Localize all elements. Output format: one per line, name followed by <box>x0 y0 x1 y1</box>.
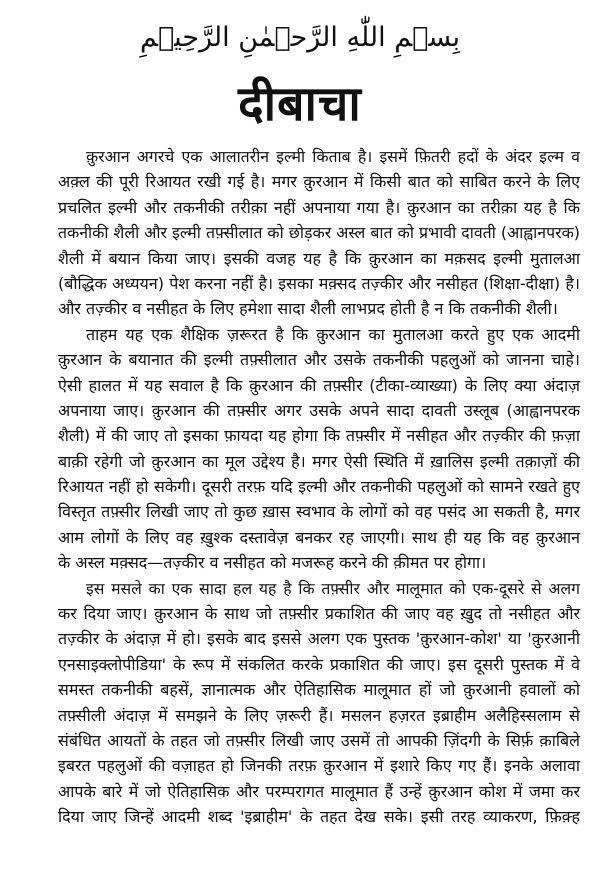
text-line: दिया जाए जिन्हें आदमी शब्द 'इब्राहीम' के तहत देख सके। इसी तरह व्याकरण, फ़िक़्ह <box>58 807 580 827</box>
text-line: कर दिया जाए। क़ुरआन के साथ जो तफ़्सीर प्रकाशित की जाए वह ख़ुद तो नसीहत और <box>58 604 580 624</box>
text-line: एनसाइक्लोपीडिया' के रूप में संकलित करके प्रकाशित की जाए। इस दूसरी पुस्तक में वे <box>58 654 580 674</box>
text-line: ऐसी हालत में यह सवाल है कि क़ुरआन की तफ़्सीर (टीका-व्याख्या) के लिए क्या अंदाज़ <box>58 375 580 395</box>
text-line: बाक़ी रहेगी जो क़ुरआन का मूल उद्देश्य है। मगर ऐसी स्थिति में ख़ालिस इल्मी तक़ाज़ों की <box>58 451 580 471</box>
text-line: विस्तृत तफ़्सीर लिखी जाए तो कुछ ख़ास स्वभाव के लोगों को वह पसंद आ सकती है, मगर <box>58 502 580 522</box>
text-line: अक़्ल की पूरी रिआयत रखी गई है। मगर क़ुरआन में किसी बात को साबित करने के लिए <box>58 172 580 192</box>
body-text <box>30 144 580 830</box>
paragraph-3 <box>30 576 580 830</box>
text-line: रिआयत नहीं हो सकेगी। दूसरी तरफ़ यदि इल्मी और तकनीकी पहलुओं को सामने रखते हुए <box>58 477 580 497</box>
text-line: (बौद्धिक अध्ययन) पेश करना नहीं है। इसका मक़्सद तज़्कीर और नसीहत (शिक्षा-दीक्षा) है। <box>58 273 580 293</box>
text-line: इबरत पहलुओं की वज़ाहत हो जिनकी तरफ़ क़ुरआन में इशारे किए गए हैं। इनके अलावा <box>58 756 580 776</box>
basmala-heading: بِسۡمِ اللّٰهِ الرَّحۡمٰنِ الرَّحِيۡمِ <box>140 22 460 53</box>
text-line: तफ़्सीली अंदाज़ में समझने के लिए ज़रूरी हैं। मसलन हज़रत इब्राहीम अलैहिस्सलाम से <box>58 705 580 725</box>
text-line: और तज़्कीर व नसीहत के लिए हमेशा सादा शैली लाभप्रद होती है न कि तकनीकी शैली। <box>58 299 558 319</box>
text-line: क़ुरआन के बयानात की इल्मी तफ़्सीलात और उसके तकनीकी पहलुओं को जानना चाहे। <box>58 350 580 370</box>
text-line: ताहम यह एक शैक्षिक ज़रूरत है कि क़ुरआन का मुतालआ करते हुए एक आदमी <box>86 324 580 344</box>
text-line: इस मसले का एक सादा हल यह है कि तफ़्सीर और मालूमात को एक-दूसरे से अलग <box>86 578 580 598</box>
text-line: क़ुरआन अगरचे एक आलातरीन इल्मी किताब है। इसमें फ़ितरी हदों के अंदर इल्म व <box>86 147 580 166</box>
paragraph-1 <box>30 144 580 322</box>
page-title: दीबाचा <box>238 76 362 132</box>
text-line: के अस्ल मक़्सद—तज़्कीर व नसीहत को मजरूह करने की क़ीमत पर होगा। <box>58 553 487 573</box>
text-line: शैली) में की जाए तो इसका फ़ायदा यह होगा कि तफ़्सीर में नसीहत और तज़्कीर की फ़ज़ा <box>58 426 580 446</box>
text-line: अपनाया जाए। क़ुरआन की तफ़्सीर अगर उसके अपने सादा दावती उस्लूब (आह्वानपरक <box>58 400 580 420</box>
text-line: समस्त तकनीकी बहसें, ज्ञानात्मक और ऐतिहासिक मालूमात हों जो क़ुरआनी हवालों को <box>58 680 580 700</box>
text-line: तज़्कीर के अंदाज़ में हो। इसके बाद इससे अलग एक पुस्तक 'क़ुरआन-कोश' या 'क़ुरआनी <box>58 629 580 649</box>
text-line: संबंधित आयतों के तहत जो तफ़्सीर लिखी जाए उसमें तो आपकी ज़िंदगी के सिर्फ़ क़ाबिले <box>58 730 580 750</box>
text-line: आम लोगों के लिए वह ख़ुश्क दस्तावेज़ बनकर रह जाएगी। साथ ही यह कि वह क़ुरआन <box>58 527 580 547</box>
text-line: प्रचलित इल्मी और तकनीकी तरीक़ा नहीं अपनाया गया है। क़ुरआन का तरीक़ा यह है कि <box>58 197 580 217</box>
paragraph-2 <box>30 322 580 576</box>
text-line: तकनीकी शैली और इल्मी तफ़्सीलात को छोड़कर अस्ल बात को प्रभावी दावती (आह्वानपरक) <box>58 223 580 243</box>
text-line: आपके बारे में जो ऐतिहासिक और परम्परागत मालूमात हैं उन्हें क़ुरआन कोश में जमा कर <box>58 781 580 801</box>
text-line: शैली में बयान किया जाए। इसकी वजह यह है कि क़ुरआन का मक़सद इल्मी मुतालआ <box>58 248 580 268</box>
